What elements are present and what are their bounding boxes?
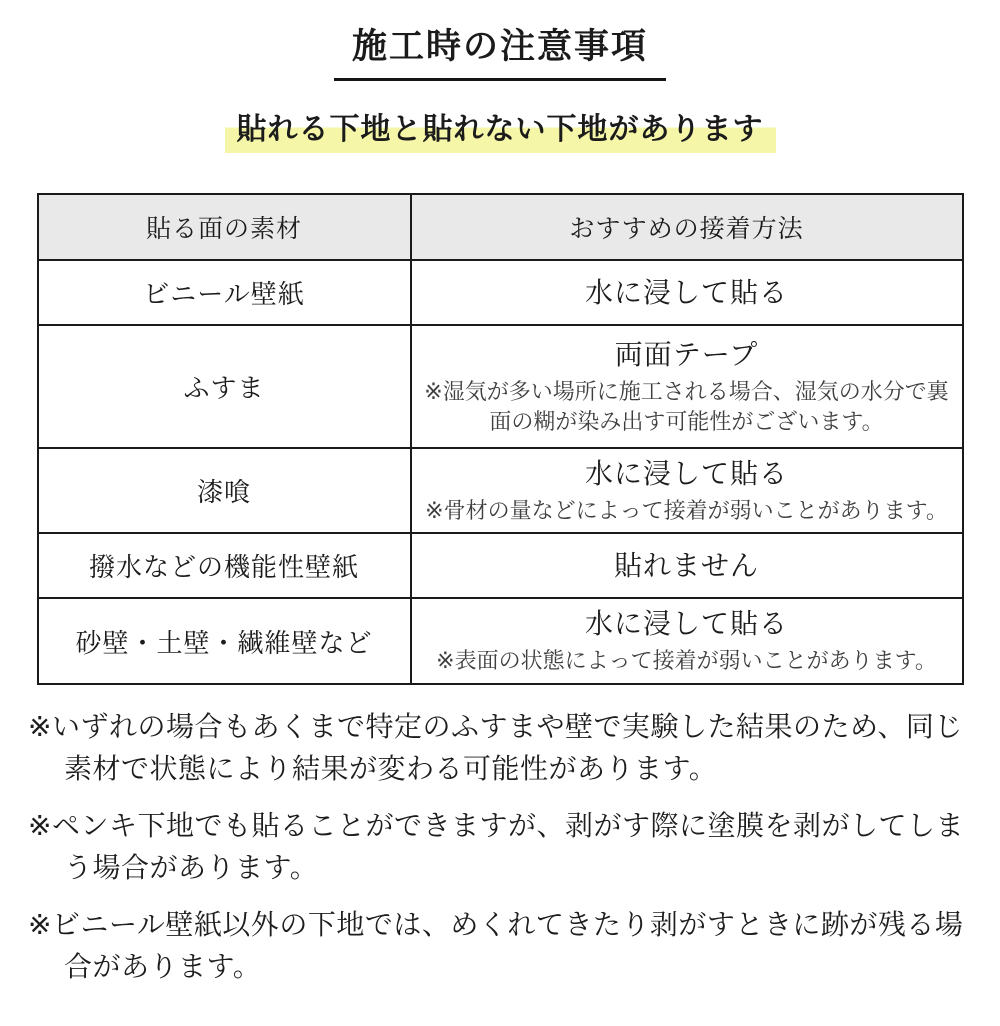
table-row — [38, 260, 963, 325]
column-header-material: 貼る面の素材 — [38, 194, 411, 260]
table-row — [38, 598, 963, 684]
method-label: 両面テープ — [614, 338, 759, 370]
footnote: ※ペンキ下地でも貼ることができますが、剥がす際に塗膜を剥がしてしまう場合があります。 — [28, 810, 964, 883]
table-header-row — [38, 194, 963, 260]
material-cell: 漆喰 — [38, 448, 411, 533]
method-label: 水に浸して貼る — [584, 277, 788, 308]
table-row — [38, 325, 963, 448]
method-note: ※湿気が多い場所に施工される場合、湿気の水分で裏面の糊が染み出す可能性がございます。 — [424, 378, 949, 434]
method-cell — [411, 448, 963, 533]
footnotes-section — [28, 706, 970, 988]
method-cell — [411, 325, 963, 448]
method-cell — [411, 598, 963, 684]
title-underline — [334, 78, 666, 81]
method-label: 水に浸して貼る — [584, 608, 788, 640]
subtitle-row — [0, 109, 1000, 153]
method-label: 水に浸して貼る — [584, 457, 788, 489]
page — [0, 26, 1000, 1026]
method-note: ※骨材の量などによって接着が弱いことがあります。 — [425, 497, 948, 523]
footnote: ※いずれの場合もあくまで特定のふすまや壁で実験した結果のため、同じ素材で状態により結果が変わる可能性があります。 — [28, 711, 963, 784]
method-label: 貼れません — [613, 550, 759, 581]
column-header-method: おすすめの接着方法 — [411, 194, 963, 260]
table-row — [38, 448, 963, 533]
material-cell: ビニール壁紙 — [38, 260, 411, 325]
table-row — [38, 533, 963, 598]
material-cell: 砂壁・土壁・繊維壁など — [38, 598, 411, 684]
footnote: ※ビニール壁紙以外の下地では、めくれてきたり剥がすときに跡が残る場合があります。 — [28, 909, 964, 982]
adhesion-methods-table — [37, 193, 964, 685]
method-cell — [411, 533, 963, 598]
material-cell: 撥水などの機能性壁紙 — [38, 533, 411, 598]
subtitle-highlight: 貼れる下地と貼れない下地があります — [225, 109, 776, 153]
material-cell: ふすま — [38, 325, 411, 448]
method-note: ※表面の状態によって接着が弱いことがあります。 — [436, 648, 937, 674]
page-title: 施工時の注意事項 — [351, 27, 648, 66]
method-cell — [411, 260, 963, 325]
